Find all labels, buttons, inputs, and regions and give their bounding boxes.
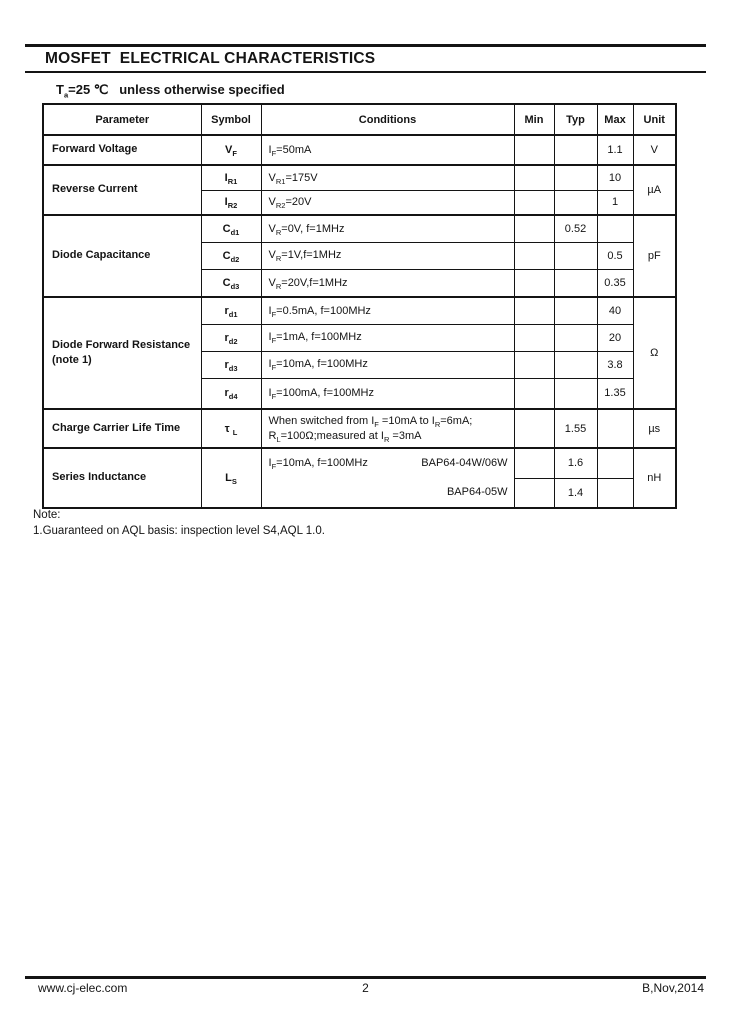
parameter-cell: Diode Capacitance	[43, 215, 201, 297]
parameter-cell: Charge Carrier Life Time	[43, 409, 201, 448]
typ-cell	[554, 324, 597, 351]
conditions-subrow	[262, 478, 514, 507]
table-row	[43, 215, 676, 242]
footer-page-number: 2	[362, 981, 369, 995]
max-cell: 1.35	[597, 378, 633, 409]
col-header-symbol: Symbol	[201, 104, 261, 135]
typ-cell: 1.55	[554, 409, 597, 448]
min-cell	[514, 378, 554, 409]
title-divider	[25, 71, 706, 73]
max-cell: 1.1	[597, 135, 633, 165]
symbol-cell: $r_{d3}$	[201, 351, 261, 378]
symbol-cell: $L_S$	[201, 448, 261, 508]
parameter-cell: Forward Voltage	[43, 135, 201, 165]
min-cell	[514, 165, 554, 190]
table-row	[43, 135, 676, 165]
typ-cell: 1.6	[554, 448, 597, 478]
characteristics-table	[42, 103, 677, 509]
table-row	[43, 297, 676, 324]
max-cell: 40	[597, 297, 633, 324]
typ-cell	[554, 135, 597, 165]
unit-cell: V	[633, 135, 676, 165]
max-cell	[597, 448, 633, 478]
min-cell	[514, 409, 554, 448]
min-cell	[514, 351, 554, 378]
conditions-cell: $I_F=0.5mA$, f=100MHz	[261, 297, 514, 324]
footer-revision-date: B,Nov,2014	[642, 981, 704, 995]
typ-cell	[554, 297, 597, 324]
min-cell	[514, 297, 554, 324]
max-cell	[597, 409, 633, 448]
max-cell: 0.5	[597, 242, 633, 269]
table-row	[43, 165, 676, 190]
unit-cell: µA	[633, 165, 676, 215]
table-header-row	[43, 104, 676, 135]
device-variant-label: BAP64-05W	[446, 486, 508, 499]
col-header-parameter: Parameter	[43, 104, 201, 135]
typ-cell: 1.4	[554, 478, 597, 508]
symbol-cell: $I_{R1}$	[201, 165, 261, 190]
typ-cell	[554, 269, 597, 297]
max-cell: 0.35	[597, 269, 633, 297]
max-cell: 10	[597, 165, 633, 190]
symbol-cell: $V_F$	[201, 135, 261, 165]
max-cell: 1	[597, 190, 633, 215]
footer-website: www.cj-elec.com	[38, 981, 128, 995]
parameter-cell: Series Inductance	[43, 448, 201, 508]
symbol-cell: $r_{d1}$	[201, 297, 261, 324]
page-title: MOSFET ELECTRICAL CHARACTERISTICS	[45, 50, 376, 67]
unit-cell: pF	[633, 215, 676, 297]
min-cell	[514, 242, 554, 269]
symbol-cell: $I_{R2}$	[201, 190, 261, 215]
note-text: 1.Guaranteed on AQL basis: inspection level S4,AQL 1.0.	[33, 524, 325, 537]
symbol-cell: $r_{d4}$	[201, 378, 261, 409]
conditions-cell: $I_F=10mA$, f=100MHz	[261, 351, 514, 378]
conditions-cell: $I_F=1mA$, f=100MHz	[261, 324, 514, 351]
parameter-cell: Diode Forward Resistance (note 1)	[43, 297, 201, 409]
conditions-cell: When switched from $I_F =10mA$ to $I_R=6mA$; $R_L=100\Omega;measured$ at $I_R =3mA$	[261, 409, 514, 448]
min-cell	[514, 269, 554, 297]
min-cell	[514, 190, 554, 215]
unit-cell: µs	[633, 409, 676, 448]
table-row	[43, 448, 676, 478]
typ-cell	[554, 378, 597, 409]
min-cell	[514, 448, 554, 478]
device-variant-label: BAP64-04W/06W	[421, 457, 508, 470]
conditions-cell: $I_F=100mA$, f=100MHz	[261, 378, 514, 409]
conditions-subtitle: $T_a=25$ ℃ unless otherwise specified	[56, 82, 285, 100]
typ-cell	[554, 351, 597, 378]
typ-cell	[554, 242, 597, 269]
symbol-cell: $r_{d2}$	[201, 324, 261, 351]
min-cell	[514, 478, 554, 508]
min-cell	[514, 135, 554, 165]
col-header-unit: Unit	[633, 104, 676, 135]
symbol-cell: $C_{d1}$	[201, 215, 261, 242]
max-cell	[597, 215, 633, 242]
min-cell	[514, 215, 554, 242]
typ-cell: 0.52	[554, 215, 597, 242]
typ-cell	[554, 190, 597, 215]
col-header-typ: Typ	[554, 104, 597, 135]
table-row	[43, 409, 676, 448]
unit-cell: nH	[633, 448, 676, 508]
min-cell	[514, 324, 554, 351]
note-label: Note:	[33, 509, 61, 521]
conditions-cell: $V_R=20V,f=1MHz$	[261, 269, 514, 297]
typ-cell	[554, 165, 597, 190]
conditions-subrow	[262, 449, 514, 478]
conditions-cell: $I_F=50mA$	[261, 135, 514, 165]
top-divider	[25, 44, 706, 47]
condition-text: $I_F=10mA$, f=100MHz	[268, 457, 368, 472]
conditions-cell: $V_R=1V,f=1MHz$	[261, 242, 514, 269]
conditions-cell	[261, 448, 514, 508]
unit-cell: Ω	[633, 297, 676, 409]
max-cell	[597, 478, 633, 508]
conditions-cell: $V_{R2}=20V$	[261, 190, 514, 215]
conditions-cell: $V_R=0V$, f=1MHz	[261, 215, 514, 242]
symbol-cell: $C_{d3}$	[201, 269, 261, 297]
parameter-cell: Reverse Current	[43, 165, 201, 215]
note-block	[33, 508, 325, 539]
col-header-conditions: Conditions	[261, 104, 514, 135]
col-header-min: Min	[514, 104, 554, 135]
max-cell: 20	[597, 324, 633, 351]
conditions-cell: $V_{R1}=175V$	[261, 165, 514, 190]
symbol-cell: $C_{d2}$	[201, 242, 261, 269]
symbol-cell: τ $_L$	[201, 409, 261, 448]
col-header-max: Max	[597, 104, 633, 135]
footer-divider	[25, 976, 706, 979]
max-cell: 3.8	[597, 351, 633, 378]
